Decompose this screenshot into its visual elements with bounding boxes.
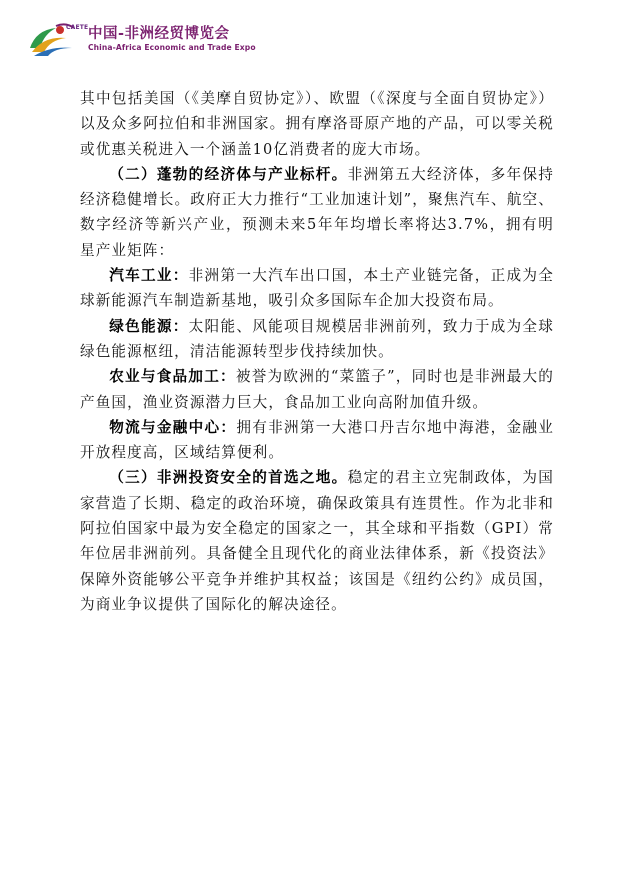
paragraph-trade-agreements: 其中包括美国（《美摩自贸协定》）、欧盟（《深度与全面自贸协定》）以及众多阿拉伯和非洲国家。拥有摩洛哥原产地的产品，可以零关税或优惠关税进入一个涵盖10亿消费者的庞大市场。 bbox=[80, 90, 554, 158]
industry-green-label: 绿色能源： bbox=[109, 317, 189, 335]
industry-auto-text: 非洲第一大汽车出口国，本土产业链完备，正成为全球新能源汽车制造新基地，吸引众多国际车企加大投资布局。 bbox=[80, 267, 554, 310]
industry-auto-label: 汽车工业： bbox=[109, 267, 189, 285]
section-economy-text: 非洲第五大经济体，多年保持经济稳健增长。政府正大力推行“工业加速计划”，聚焦汽车、航空、数字经济等新兴产业，预测未来5年年均增长率将达3.7%，拥有明星产业矩阵： bbox=[80, 165, 554, 259]
section-security-heading: （三）非洲投资安全的首选之地。 bbox=[109, 469, 348, 487]
section-security-text: 稳定的君主立宪制政体，为国家营造了长期、稳定的政治环境，确保政策具有连贯性。作为北非和阿拉伯国家中最为安全稳定的国家之一，其全球和平指数（GPI）常年位居非洲前列。具备健全且现代化的商业法律体系，新《投资法》保障外资能够公平竞争并维护其权益；该国是《纽约公约》成员国，为商业争议提供了国际化的解决途径。 bbox=[80, 469, 554, 613]
industry-green-text: 太阳能、风能项目规模居非洲前列，致力于成为全球绿色能源枢纽，清洁能源转型步伐持续加快。 bbox=[80, 317, 554, 360]
section-economy bbox=[80, 162, 554, 263]
expo-logo bbox=[26, 18, 89, 60]
industry-auto bbox=[80, 263, 554, 314]
logo-tag: CAETE bbox=[66, 24, 89, 31]
document-body bbox=[80, 86, 554, 617]
industry-green-energy bbox=[80, 314, 554, 365]
industry-logi-text: 拥有非洲第一大港口丹吉尔地中海港，金融业开放程度高，区域结算便利。 bbox=[80, 418, 554, 462]
industry-agriculture bbox=[80, 364, 554, 415]
industry-logistics bbox=[80, 415, 554, 466]
section-economy-heading: （二）蓬勃的经济体与产业标杆。 bbox=[109, 165, 348, 183]
brand-title-en: China-Africa Economic and Trade Expo bbox=[88, 42, 256, 52]
industry-agri-text: 被誉为欧洲的“菜篮子”，同时也是非洲最大的产鱼国，渔业资源潜力巨大，食品加工业向高附加值升级。 bbox=[80, 368, 554, 411]
industry-agri-label: 农业与食品加工： bbox=[109, 368, 236, 386]
page-header bbox=[26, 18, 256, 60]
section-security bbox=[80, 465, 554, 617]
brand-title-cn: 中国-非洲经贸博览会 bbox=[88, 25, 230, 42]
industry-logi-label: 物流与金融中心： bbox=[109, 418, 237, 436]
brand-title bbox=[88, 26, 256, 53]
